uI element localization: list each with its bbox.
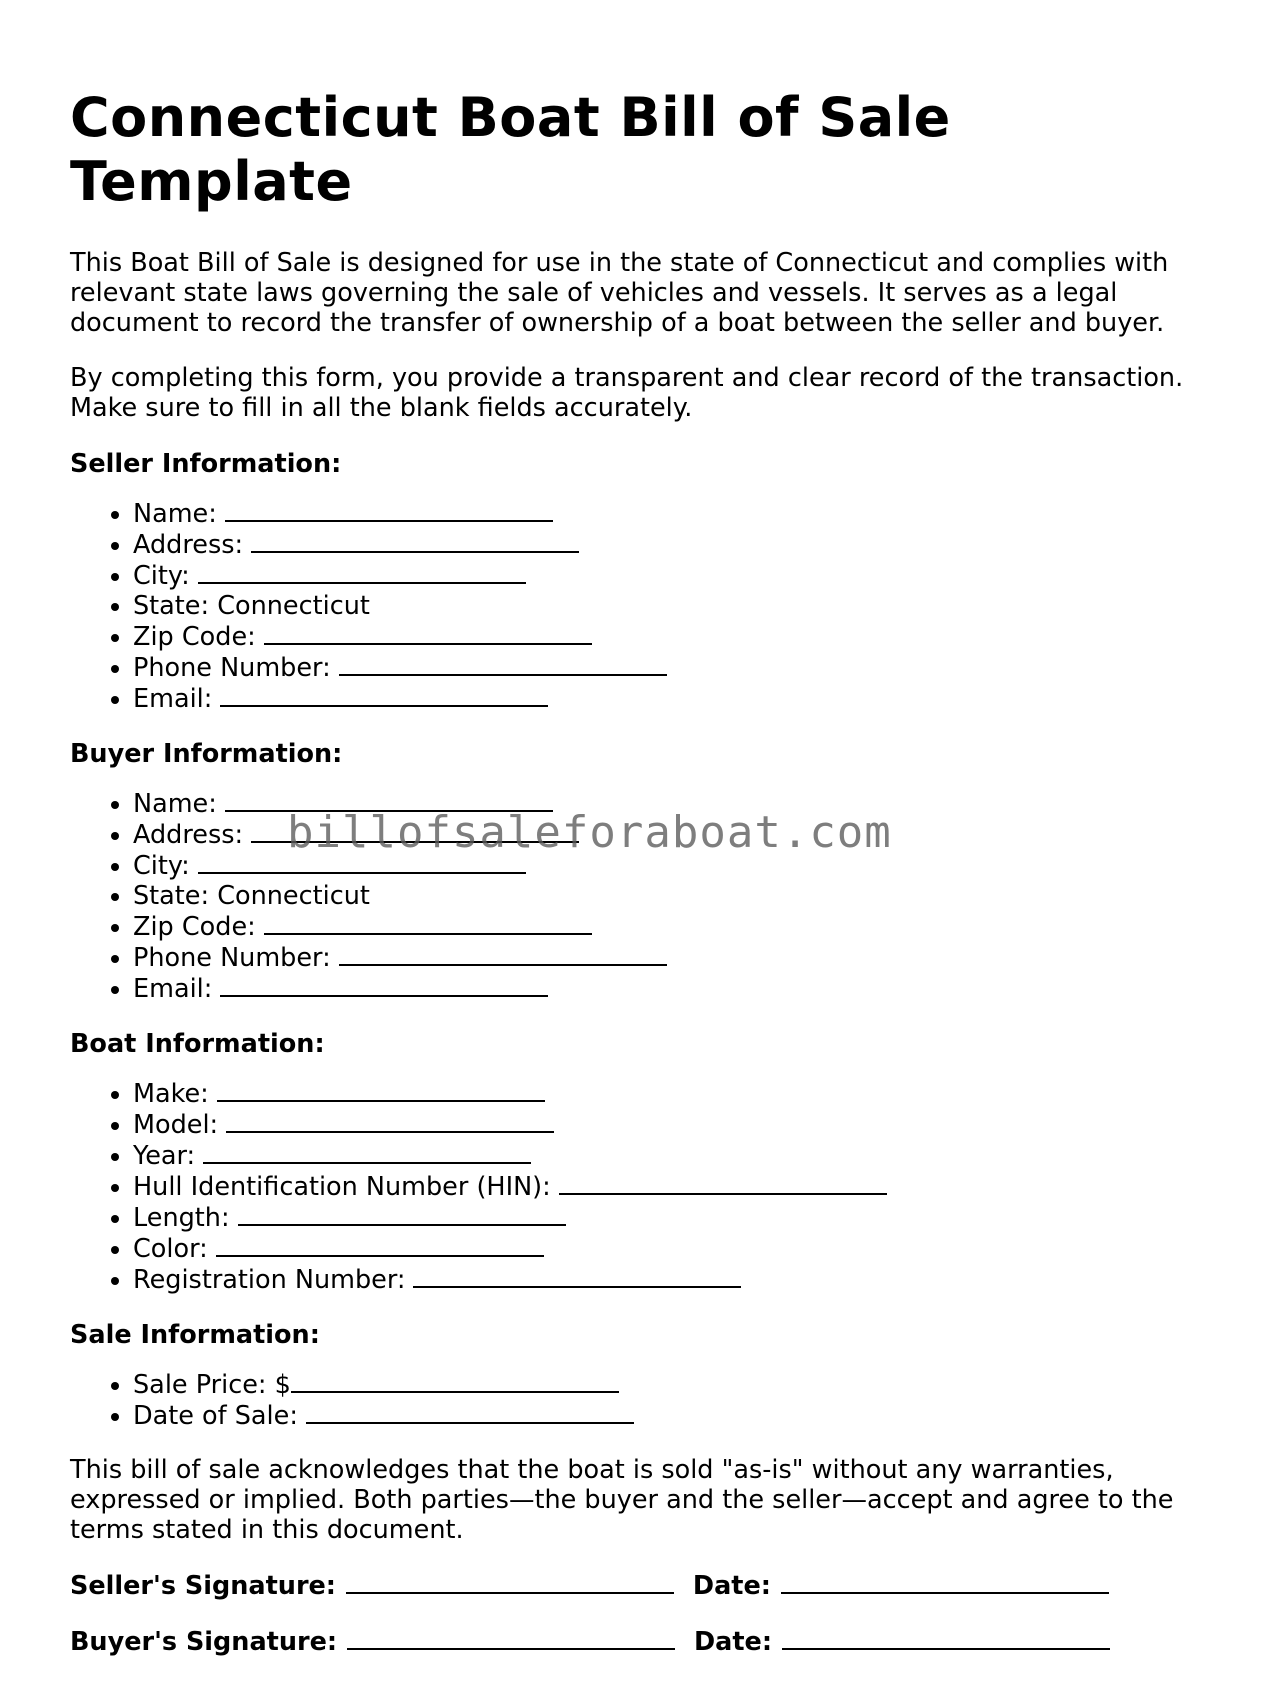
buyer-name-blank[interactable] <box>225 788 553 812</box>
buyer-phone-field: • Phone Number: <box>133 942 1220 973</box>
document-page <box>70 86 1220 1682</box>
closing-paragraph: This bill of sale acknowledges that the boat is sold "as-is" without any warranties, expressed or implied. Both parties—the buyer and the seller—accept and agree to the terms stated in this document. <box>70 1455 1174 1545</box>
buyer-city-blank[interactable] <box>198 850 526 874</box>
buyer-phone-blank[interactable] <box>339 942 667 966</box>
buyer-fields-list <box>70 788 1220 1004</box>
seller-city-blank[interactable] <box>198 560 526 584</box>
seller-signature-blank[interactable] <box>346 1570 674 1594</box>
seller-date-label: Date: <box>692 1571 771 1601</box>
buyer-zip-blank[interactable] <box>264 911 592 935</box>
seller-phone-field: • Phone Number: <box>133 652 1220 683</box>
buyer-email-field: • Email: <box>133 973 1220 1004</box>
boat-model-blank[interactable] <box>226 1109 554 1133</box>
seller-date-blank[interactable] <box>781 1570 1109 1594</box>
boat-registration-field: • Registration Number: <box>133 1264 1220 1295</box>
seller-zip-field: • Zip Code: <box>133 621 1220 652</box>
seller-name-field: • Name: <box>133 498 1220 529</box>
seller-city-field: • City: <box>133 560 1220 591</box>
boat-hin-blank[interactable] <box>559 1171 887 1195</box>
page-title: Connecticut Boat Bill of Sale Template <box>70 86 951 213</box>
seller-signature-row <box>70 1570 1220 1602</box>
boat-section-heading: Boat Information: <box>70 1029 325 1059</box>
sale-date-blank[interactable] <box>306 1400 634 1424</box>
buyer-signature-row <box>70 1626 1220 1658</box>
seller-address-blank[interactable] <box>251 529 579 553</box>
boat-registration-blank[interactable] <box>413 1264 741 1288</box>
seller-fields-list <box>70 498 1220 714</box>
buyer-signature-label: Buyer's Signature: <box>70 1627 338 1657</box>
boat-length-field: • Length: <box>133 1202 1220 1233</box>
sale-price-blank[interactable] <box>291 1369 619 1393</box>
buyer-email-blank[interactable] <box>220 973 548 997</box>
sale-fields-list <box>70 1369 1220 1431</box>
boat-model-field: • Model: <box>133 1109 1220 1140</box>
seller-signature-label: Seller's Signature: <box>70 1571 337 1601</box>
sale-section-heading: Sale Information: <box>70 1320 320 1350</box>
boat-fields-list <box>70 1078 1220 1295</box>
seller-section-heading: Seller Information: <box>70 449 342 479</box>
sale-date-field: • Date of Sale: <box>133 1400 1220 1431</box>
seller-phone-blank[interactable] <box>339 652 667 676</box>
seller-email-blank[interactable] <box>220 683 548 707</box>
buyer-address-blank[interactable] <box>251 819 579 843</box>
boat-make-field: • Make: <box>133 1078 1220 1109</box>
boat-color-blank[interactable] <box>216 1233 544 1257</box>
seller-name-blank[interactable] <box>225 498 553 522</box>
boat-make-blank[interactable] <box>217 1078 545 1102</box>
boat-color-field: • Color: <box>133 1233 1220 1264</box>
seller-state-field: • State: Connecticut <box>133 591 1220 621</box>
buyer-state-field: • State: Connecticut <box>133 881 1220 911</box>
buyer-name-field: • Name: <box>133 788 1220 819</box>
buyer-zip-field: • Zip Code: <box>133 911 1220 942</box>
watermark-text: billofsaleforaboat.com <box>287 807 892 858</box>
boat-hin-field: • Hull Identification Number (HIN): <box>133 1171 1220 1202</box>
intro-paragraph-1: This Boat Bill of Sale is designed for use in the state of Connecticut and complies with relevant state laws governing the sale of vehicles and vessels. It serves as a legal document to record the transfer of ownership of a boat between the seller and buyer. <box>70 248 1169 338</box>
seller-email-field: • Email: <box>133 683 1220 714</box>
sale-price-field: • Sale Price: $ <box>133 1369 1220 1400</box>
buyer-signature-blank[interactable] <box>347 1626 675 1650</box>
buyer-date-label: Date: <box>693 1627 773 1657</box>
seller-address-field: • Address: <box>133 529 1220 560</box>
buyer-section-heading: Buyer Information: <box>70 739 343 769</box>
boat-year-blank[interactable] <box>203 1140 531 1164</box>
buyer-city-field: • City: <box>133 850 1220 881</box>
boat-length-blank[interactable] <box>238 1202 566 1226</box>
boat-year-field: • Year: <box>133 1140 1220 1171</box>
buyer-address-field: • Address: <box>133 819 1220 850</box>
buyer-date-blank[interactable] <box>782 1626 1110 1650</box>
seller-zip-blank[interactable] <box>264 621 592 645</box>
intro-paragraph-2: By completing this form, you provide a transparent and clear record of the transaction. Make sure to fill in all the blank fields accurately. <box>70 363 1184 423</box>
